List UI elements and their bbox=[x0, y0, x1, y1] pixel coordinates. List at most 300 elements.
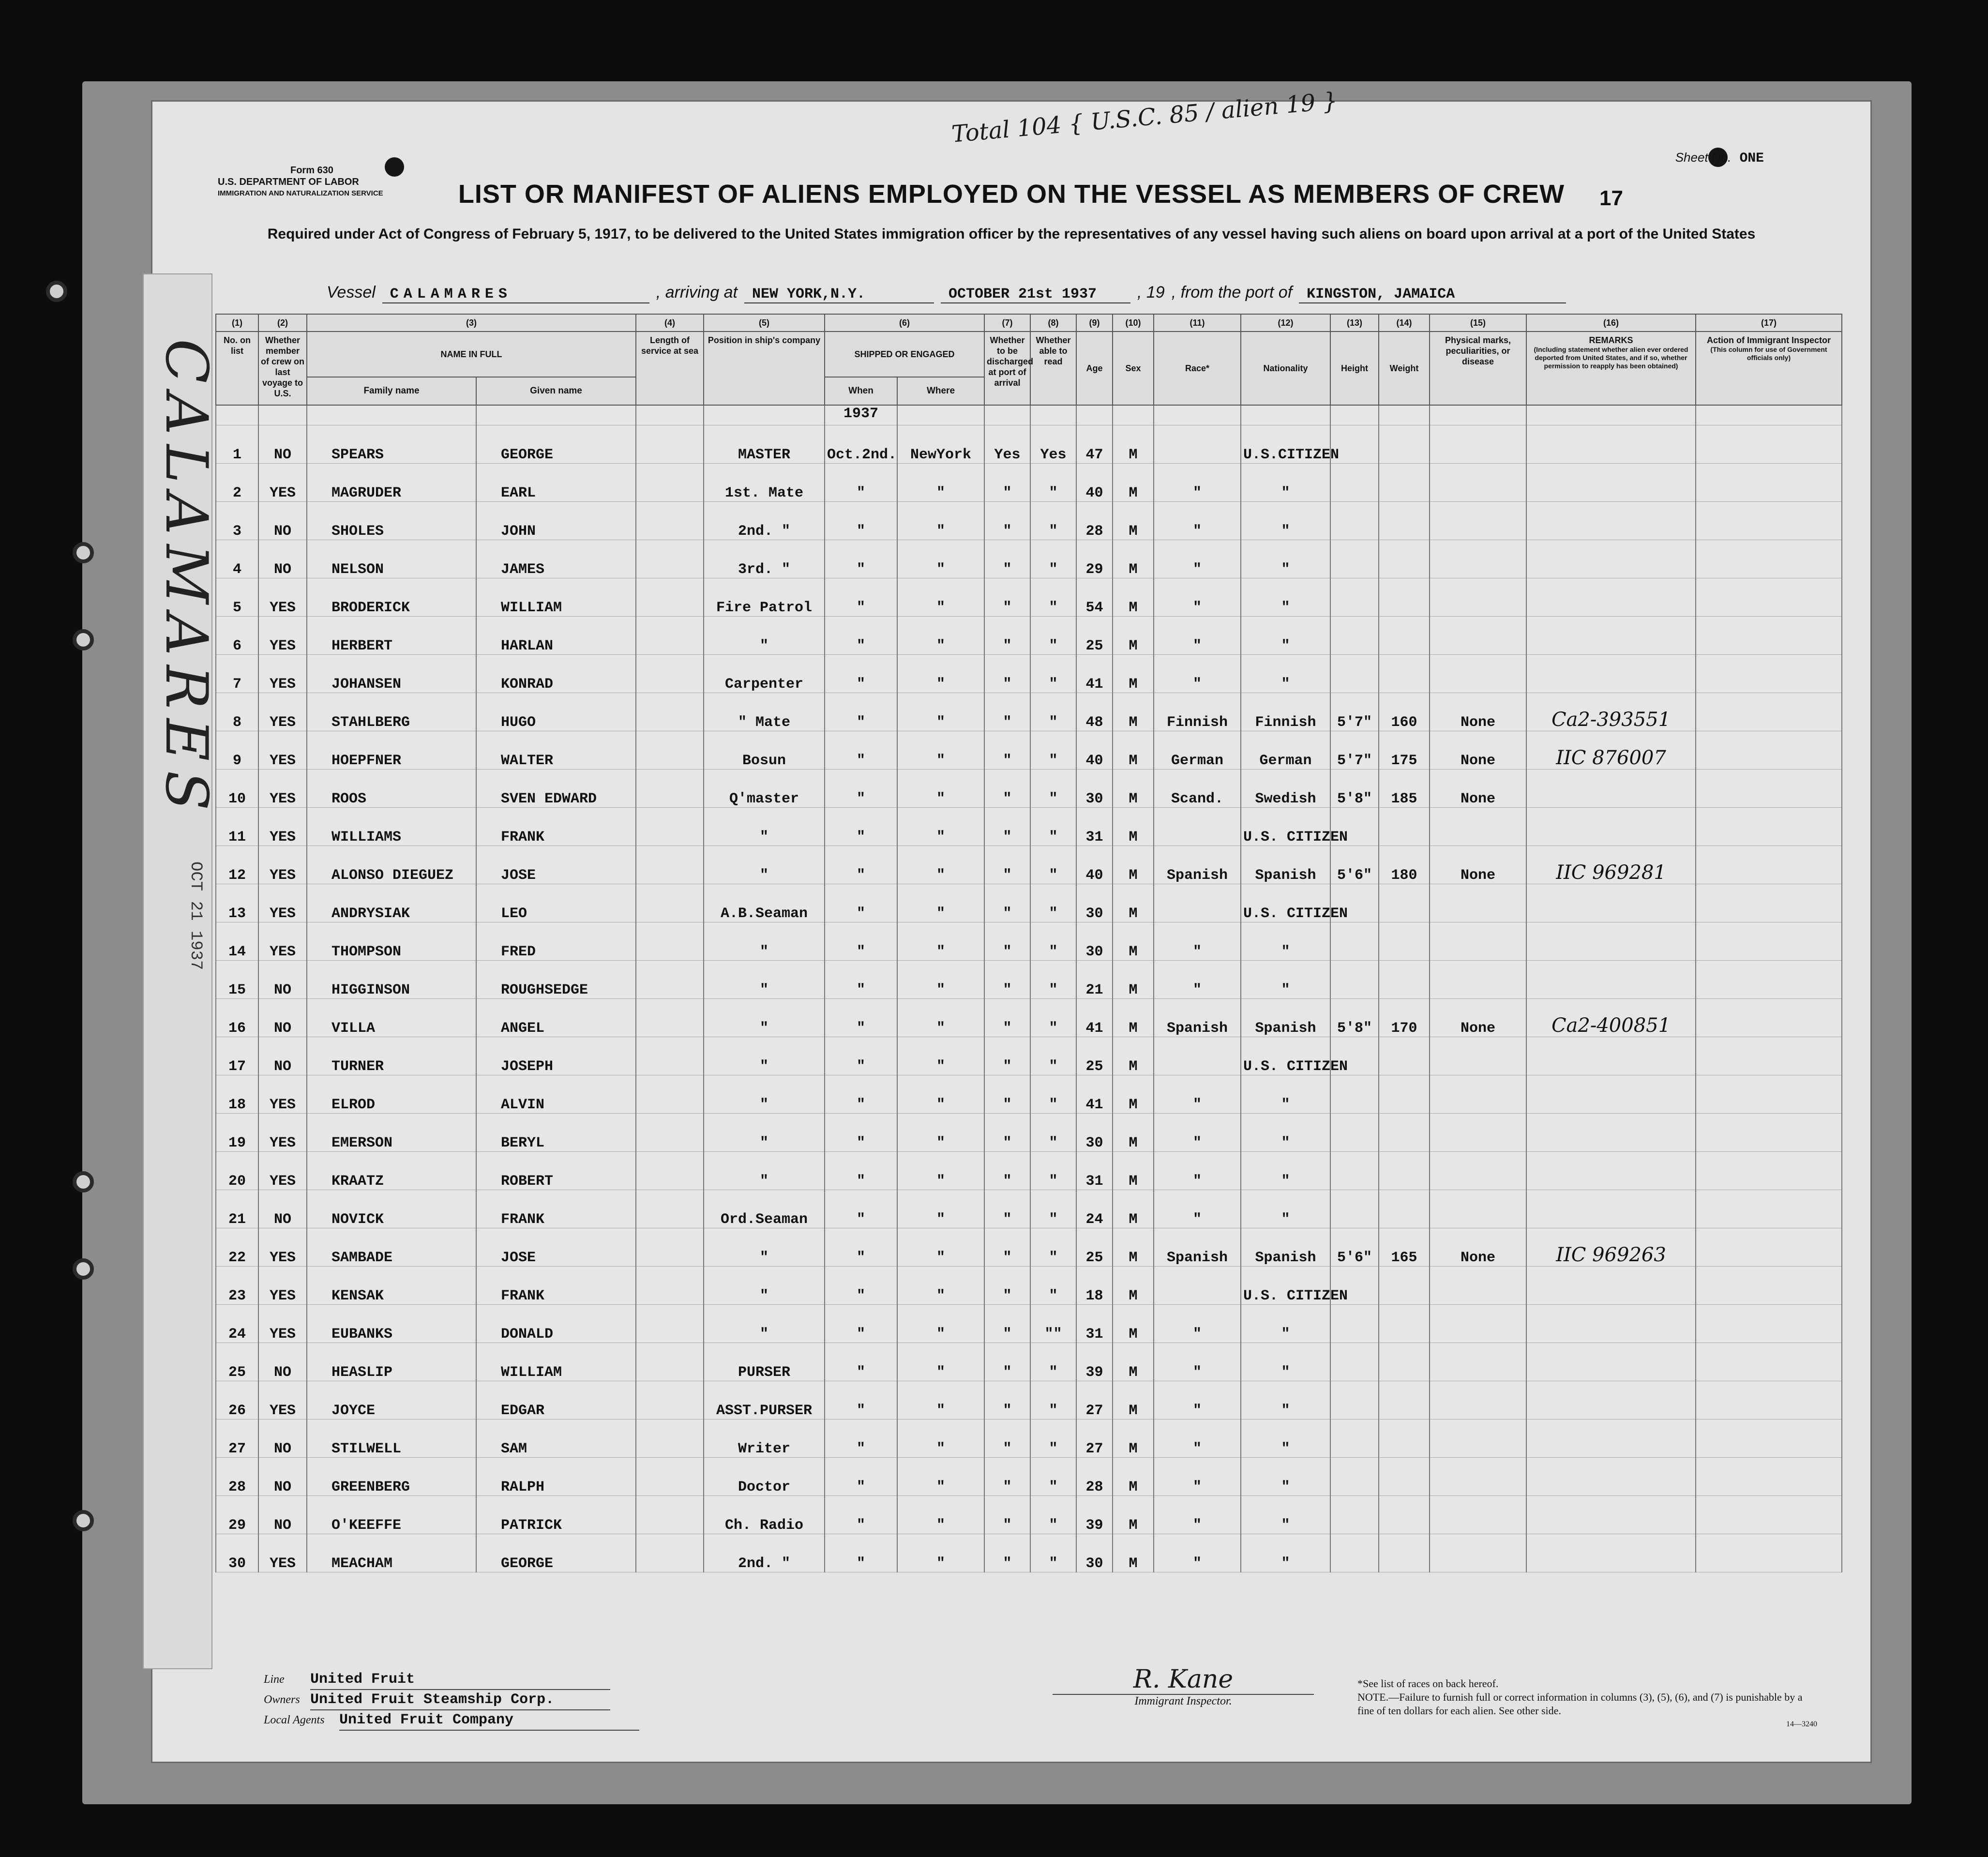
cell-when: " bbox=[825, 770, 897, 808]
cell-read: "" bbox=[1030, 1305, 1076, 1343]
cell-position: Ord.Seaman bbox=[704, 1190, 825, 1228]
cell-given: EARL bbox=[476, 464, 636, 502]
cell-family: EUBANKS bbox=[307, 1305, 476, 1343]
cell-member: YES bbox=[258, 1228, 307, 1267]
cell-discharged: " bbox=[984, 1152, 1030, 1190]
cell-given: DONALD bbox=[476, 1305, 636, 1343]
cell-age: 41 bbox=[1076, 999, 1113, 1037]
cell-length-of-service bbox=[636, 540, 704, 578]
cell-no: 16 bbox=[216, 999, 258, 1037]
cell-when: " bbox=[825, 1190, 897, 1228]
cell-where: " bbox=[897, 1267, 984, 1305]
cell-no: 17 bbox=[216, 1037, 258, 1075]
cell-member: YES bbox=[258, 1114, 307, 1152]
cell-where: " bbox=[897, 1114, 984, 1152]
cell-where: " bbox=[897, 922, 984, 961]
cell-length-of-service bbox=[636, 1458, 704, 1496]
handwritten-total: Total 104 { U.S.C. 85 / alien 19 } bbox=[950, 87, 1339, 148]
cell-age: 24 bbox=[1076, 1190, 1113, 1228]
cell-sex: M bbox=[1113, 922, 1154, 961]
cell-race: " bbox=[1154, 1190, 1241, 1228]
cell-sex: M bbox=[1113, 1152, 1154, 1190]
cell-age: 30 bbox=[1076, 884, 1113, 922]
table-row bbox=[216, 846, 1842, 884]
cell-physical bbox=[1430, 884, 1526, 922]
cell-no: 30 bbox=[216, 1534, 258, 1572]
cell-race: " bbox=[1154, 617, 1241, 655]
cell-discharged: " bbox=[984, 1037, 1030, 1075]
cell-inspector-action bbox=[1696, 540, 1842, 578]
cell-physical bbox=[1430, 1190, 1526, 1228]
cell-when: " bbox=[825, 1458, 897, 1496]
cell-given: SVEN EDWARD bbox=[476, 770, 636, 808]
cell-read: " bbox=[1030, 617, 1076, 655]
table-row bbox=[216, 1228, 1842, 1267]
cell-inspector-action bbox=[1696, 884, 1842, 922]
cell-length-of-service bbox=[636, 1152, 704, 1190]
cell-family: ANDRYSIAK bbox=[307, 884, 476, 922]
cell-inspector-action bbox=[1696, 1152, 1842, 1190]
cell-remarks: IIC 969263 bbox=[1526, 1228, 1696, 1267]
cell-read: " bbox=[1030, 693, 1076, 731]
cell-height: 5'6" bbox=[1330, 1228, 1379, 1267]
cell-sex: M bbox=[1113, 1228, 1154, 1267]
table-row bbox=[216, 578, 1842, 617]
cell-no: 20 bbox=[216, 1152, 258, 1190]
cell-physical: None bbox=[1430, 693, 1526, 731]
cell-weight: 175 bbox=[1379, 731, 1430, 770]
cell-when: " bbox=[825, 999, 897, 1037]
cell-length-of-service bbox=[636, 1190, 704, 1228]
header-given-name: Given name bbox=[476, 377, 636, 405]
cell-sex: M bbox=[1113, 1496, 1154, 1534]
cell-physical bbox=[1430, 1343, 1526, 1381]
cell-nationality: U.S. CITIZEN bbox=[1241, 808, 1330, 846]
cell-length-of-service bbox=[636, 1228, 704, 1267]
cell-age: 25 bbox=[1076, 617, 1113, 655]
cell-given: PATRICK bbox=[476, 1496, 636, 1534]
cell-race: German bbox=[1154, 731, 1241, 770]
header-shipped-or-engaged: SHIPPED OR ENGAGED bbox=[825, 332, 984, 377]
cell-height bbox=[1330, 922, 1379, 961]
cell-inspector-action bbox=[1696, 425, 1842, 464]
inspector-signature-block bbox=[1053, 1665, 1314, 1708]
cell-position: Q'master bbox=[704, 770, 825, 808]
cell-physical bbox=[1430, 1037, 1526, 1075]
cell-age: 30 bbox=[1076, 922, 1113, 961]
cell-given: FRANK bbox=[476, 808, 636, 846]
cell-height bbox=[1330, 464, 1379, 502]
cell-nationality: " bbox=[1241, 655, 1330, 693]
cell-position: " bbox=[704, 1152, 825, 1190]
cell-read: " bbox=[1030, 1458, 1076, 1496]
cell-sex: M bbox=[1113, 578, 1154, 617]
cell-position: 2nd. " bbox=[704, 502, 825, 540]
cell-height bbox=[1330, 1419, 1379, 1458]
header-remarks-title: REMARKS bbox=[1589, 335, 1633, 345]
cell-sex: M bbox=[1113, 999, 1154, 1037]
cell-sex: M bbox=[1113, 1458, 1154, 1496]
binder-hole bbox=[73, 1171, 94, 1193]
cell-discharged: " bbox=[984, 1267, 1030, 1305]
cell-when: " bbox=[825, 1267, 897, 1305]
cell-race: " bbox=[1154, 1381, 1241, 1419]
cell-member: NO bbox=[258, 1037, 307, 1075]
header-family-name: Family name bbox=[307, 377, 476, 405]
cell-when: " bbox=[825, 884, 897, 922]
cell-inspector-action bbox=[1696, 1075, 1842, 1114]
table-row bbox=[216, 1075, 1842, 1114]
cell-sex: M bbox=[1113, 617, 1154, 655]
table-row bbox=[216, 464, 1842, 502]
line-label: Line bbox=[264, 1673, 285, 1686]
cell-where: " bbox=[897, 1419, 984, 1458]
crew-manifest-table bbox=[215, 314, 1842, 1572]
department: U.S. DEPARTMENT OF LABOR bbox=[218, 177, 359, 187]
cell-nationality: " bbox=[1241, 1534, 1330, 1572]
table-row bbox=[216, 770, 1842, 808]
year-label: , 19 bbox=[1137, 283, 1165, 302]
cell-inspector-action bbox=[1696, 1381, 1842, 1419]
cell-physical bbox=[1430, 464, 1526, 502]
cell-sex: M bbox=[1113, 464, 1154, 502]
cell-family: O'KEEFFE bbox=[307, 1496, 476, 1534]
col-6-number: (6) bbox=[825, 314, 984, 332]
cell-member: NO bbox=[258, 1419, 307, 1458]
cell-length-of-service bbox=[636, 578, 704, 617]
header-name-in-full: NAME IN FULL bbox=[307, 332, 636, 377]
cell-height bbox=[1330, 1496, 1379, 1534]
cell-discharged: " bbox=[984, 655, 1030, 693]
cell-length-of-service bbox=[636, 846, 704, 884]
agents-row bbox=[264, 1710, 639, 1731]
cell-age: 47 bbox=[1076, 425, 1113, 464]
table-row bbox=[216, 1152, 1842, 1190]
cell-read: " bbox=[1030, 578, 1076, 617]
cell-when: " bbox=[825, 1496, 897, 1534]
cell-length-of-service bbox=[636, 1419, 704, 1458]
cell-member: NO bbox=[258, 999, 307, 1037]
cell-race: Finnish bbox=[1154, 693, 1241, 731]
cell-given: JOSE bbox=[476, 1228, 636, 1267]
cell-age: 39 bbox=[1076, 1343, 1113, 1381]
inspector-caption: Immigrant Inspector. bbox=[1053, 1694, 1314, 1708]
cell-member: YES bbox=[258, 846, 307, 884]
cell-discharged: " bbox=[984, 1114, 1030, 1152]
cell-family: GREENBERG bbox=[307, 1458, 476, 1496]
binder-hole bbox=[73, 629, 94, 650]
cell-read: " bbox=[1030, 1075, 1076, 1114]
cell-nationality: " bbox=[1241, 502, 1330, 540]
cell-physical bbox=[1430, 1114, 1526, 1152]
cell-when: " bbox=[825, 808, 897, 846]
cell-physical bbox=[1430, 1381, 1526, 1419]
table-row bbox=[216, 1190, 1842, 1228]
cell-nationality: " bbox=[1241, 464, 1330, 502]
cell-where: " bbox=[897, 1190, 984, 1228]
cell-where: " bbox=[897, 1305, 984, 1343]
cell-inspector-action bbox=[1696, 731, 1842, 770]
header-position: Position in ship's company bbox=[704, 332, 825, 405]
table-row bbox=[216, 1534, 1842, 1572]
cell-no: 26 bbox=[216, 1381, 258, 1419]
cell-age: 28 bbox=[1076, 1458, 1113, 1496]
cell-height bbox=[1330, 540, 1379, 578]
table-row bbox=[216, 961, 1842, 999]
cell-length-of-service bbox=[636, 464, 704, 502]
cell-remarks bbox=[1526, 1381, 1696, 1419]
cell-when: " bbox=[825, 617, 897, 655]
table-row bbox=[216, 1037, 1842, 1075]
cell-nationality: " bbox=[1241, 578, 1330, 617]
cell-discharged: " bbox=[984, 731, 1030, 770]
cell-position: ASST.PURSER bbox=[704, 1381, 825, 1419]
cell-family: JOYCE bbox=[307, 1381, 476, 1419]
cell-race: " bbox=[1154, 1114, 1241, 1152]
cell-inspector-action bbox=[1696, 1458, 1842, 1496]
cell-height bbox=[1330, 1343, 1379, 1381]
cell-inspector-action bbox=[1696, 1190, 1842, 1228]
cell-position: 1st. Mate bbox=[704, 464, 825, 502]
cell-weight bbox=[1379, 884, 1430, 922]
cell-inspector-action bbox=[1696, 578, 1842, 617]
cell-position: MASTER bbox=[704, 425, 825, 464]
cell-age: 27 bbox=[1076, 1419, 1113, 1458]
cell-age: 29 bbox=[1076, 540, 1113, 578]
cell-member: YES bbox=[258, 922, 307, 961]
cell-age: 31 bbox=[1076, 1152, 1113, 1190]
cell-inspector-action bbox=[1696, 1496, 1842, 1534]
header-nationality: Nationality bbox=[1241, 332, 1330, 405]
cell-remarks bbox=[1526, 1037, 1696, 1075]
cell-read: " bbox=[1030, 846, 1076, 884]
cell-remarks bbox=[1526, 1534, 1696, 1572]
cell-physical bbox=[1430, 502, 1526, 540]
cell-given: JAMES bbox=[476, 540, 636, 578]
cell-race: " bbox=[1154, 1496, 1241, 1534]
table-row bbox=[216, 1343, 1842, 1381]
cell-remarks bbox=[1526, 1343, 1696, 1381]
cell-read: " bbox=[1030, 1496, 1076, 1534]
binder-hole bbox=[73, 1510, 94, 1531]
cell-discharged: " bbox=[984, 808, 1030, 846]
header-discharged: Whether to be discharged at port of arrival bbox=[984, 332, 1030, 405]
cell-weight bbox=[1379, 961, 1430, 999]
cell-sex: M bbox=[1113, 808, 1154, 846]
cell-weight bbox=[1379, 1381, 1430, 1419]
line-row bbox=[264, 1670, 639, 1690]
cell-discharged: " bbox=[984, 922, 1030, 961]
cell-height: 5'6" bbox=[1330, 846, 1379, 884]
cell-inspector-action bbox=[1696, 502, 1842, 540]
cell-no: 19 bbox=[216, 1114, 258, 1152]
cell-nationality: " bbox=[1241, 1190, 1330, 1228]
cell-nationality: U.S.CITIZEN bbox=[1241, 425, 1330, 464]
col-1-number: (1) bbox=[216, 314, 258, 332]
cell-weight bbox=[1379, 1496, 1430, 1534]
column-number-row bbox=[216, 314, 1842, 332]
from-label: , from the port of bbox=[1171, 283, 1293, 302]
cell-when: " bbox=[825, 540, 897, 578]
col-4-number: (4) bbox=[636, 314, 704, 332]
cell-read: " bbox=[1030, 1228, 1076, 1267]
cell-remarks bbox=[1526, 425, 1696, 464]
cell-race: " bbox=[1154, 1075, 1241, 1114]
cell-weight bbox=[1379, 1419, 1430, 1458]
cell-where: " bbox=[897, 464, 984, 502]
cell-discharged: " bbox=[984, 1534, 1030, 1572]
cell-sex: M bbox=[1113, 961, 1154, 999]
cell-no: 4 bbox=[216, 540, 258, 578]
binder-hole bbox=[46, 281, 67, 302]
cell-when: " bbox=[825, 1343, 897, 1381]
cell-member: YES bbox=[258, 1534, 307, 1572]
cell-family: ROOS bbox=[307, 770, 476, 808]
sheet-number bbox=[1675, 150, 1764, 166]
cell-nationality: " bbox=[1241, 617, 1330, 655]
cell-family: HEASLIP bbox=[307, 1343, 476, 1381]
cell-discharged: " bbox=[984, 1458, 1030, 1496]
cell-discharged: " bbox=[984, 961, 1030, 999]
cell-member: YES bbox=[258, 1075, 307, 1114]
cell-race: " bbox=[1154, 578, 1241, 617]
cell-height bbox=[1330, 578, 1379, 617]
cell-length-of-service bbox=[636, 502, 704, 540]
table-row bbox=[216, 1267, 1842, 1305]
header-no-on-list: No. on list bbox=[216, 332, 258, 405]
cell-where: " bbox=[897, 578, 984, 617]
cell-given: LEO bbox=[476, 884, 636, 922]
cell-physical bbox=[1430, 808, 1526, 846]
cell-sex: M bbox=[1113, 1419, 1154, 1458]
cell-given: KONRAD bbox=[476, 655, 636, 693]
cell-position: Carpenter bbox=[704, 655, 825, 693]
cell-age: 40 bbox=[1076, 846, 1113, 884]
cell-nationality: " bbox=[1241, 1114, 1330, 1152]
cell-race: " bbox=[1154, 1305, 1241, 1343]
cell-inspector-action bbox=[1696, 655, 1842, 693]
page-number: 17 bbox=[1599, 186, 1623, 210]
cell-given: FRANK bbox=[476, 1190, 636, 1228]
cell-race: " bbox=[1154, 1152, 1241, 1190]
cell-height bbox=[1330, 617, 1379, 655]
side-strip-vessel: CALAMARES bbox=[152, 339, 220, 820]
cell-weight bbox=[1379, 808, 1430, 846]
cell-inspector-action bbox=[1696, 1267, 1842, 1305]
cell-when: " bbox=[825, 922, 897, 961]
cell-age: 31 bbox=[1076, 1305, 1113, 1343]
column-title-row bbox=[216, 332, 1842, 377]
cell-read: " bbox=[1030, 961, 1076, 999]
cell-sex: M bbox=[1113, 502, 1154, 540]
cell-race: " bbox=[1154, 922, 1241, 961]
binder-hole bbox=[73, 1258, 94, 1280]
cell-where: " bbox=[897, 1343, 984, 1381]
cell-no: 7 bbox=[216, 655, 258, 693]
cell-family: NELSON bbox=[307, 540, 476, 578]
cell-race: " bbox=[1154, 961, 1241, 999]
cell-no: 25 bbox=[216, 1343, 258, 1381]
cell-weight bbox=[1379, 1075, 1430, 1114]
cell-weight bbox=[1379, 464, 1430, 502]
cell-inspector-action bbox=[1696, 617, 1842, 655]
col-2-number: (2) bbox=[258, 314, 307, 332]
cell-position: PURSER bbox=[704, 1343, 825, 1381]
cell-position: Bosun bbox=[704, 731, 825, 770]
cell-member: YES bbox=[258, 1381, 307, 1419]
cell-weight bbox=[1379, 540, 1430, 578]
cell-position: " bbox=[704, 617, 825, 655]
cell-family: HERBERT bbox=[307, 617, 476, 655]
cell-physical bbox=[1430, 1496, 1526, 1534]
cell-no: 6 bbox=[216, 617, 258, 655]
cell-discharged: " bbox=[984, 1228, 1030, 1267]
table-row bbox=[216, 425, 1842, 464]
cell-weight bbox=[1379, 1305, 1430, 1343]
cell-race: " bbox=[1154, 464, 1241, 502]
cell-age: 25 bbox=[1076, 1037, 1113, 1075]
cell-position: Fire Patrol bbox=[704, 578, 825, 617]
cell-weight bbox=[1379, 1190, 1430, 1228]
cell-family: WILLIAMS bbox=[307, 808, 476, 846]
table-row bbox=[216, 1496, 1842, 1534]
cell-given: HARLAN bbox=[476, 617, 636, 655]
col-14-number: (14) bbox=[1379, 314, 1430, 332]
cell-nationality: " bbox=[1241, 1419, 1330, 1458]
cell-inspector-action bbox=[1696, 1305, 1842, 1343]
cell-length-of-service bbox=[636, 884, 704, 922]
cell-height bbox=[1330, 1114, 1379, 1152]
cell-when: " bbox=[825, 578, 897, 617]
cell-remarks: IIC 969281 bbox=[1526, 846, 1696, 884]
table-row bbox=[216, 540, 1842, 578]
cell-no: 14 bbox=[216, 922, 258, 961]
cell-no: 9 bbox=[216, 731, 258, 770]
cell-physical bbox=[1430, 540, 1526, 578]
origin-port: KINGSTON, JAMAICA bbox=[1299, 286, 1566, 303]
cell-length-of-service bbox=[636, 922, 704, 961]
cell-where: NewYork bbox=[897, 425, 984, 464]
cell-height bbox=[1330, 1534, 1379, 1572]
cell-length-of-service bbox=[636, 1305, 704, 1343]
cell-when: " bbox=[825, 1075, 897, 1114]
table-row bbox=[216, 808, 1842, 846]
table-row bbox=[216, 999, 1842, 1037]
cell-race: " bbox=[1154, 1458, 1241, 1496]
cell-position: " bbox=[704, 999, 825, 1037]
cell-position: Writer bbox=[704, 1419, 825, 1458]
cell-age: 31 bbox=[1076, 808, 1113, 846]
cell-where: " bbox=[897, 1458, 984, 1496]
cell-age: 27 bbox=[1076, 1381, 1113, 1419]
cell-physical: None bbox=[1430, 999, 1526, 1037]
cell-length-of-service bbox=[636, 617, 704, 655]
cell-given: GEORGE bbox=[476, 1534, 636, 1572]
cell-position: " bbox=[704, 961, 825, 999]
table-row bbox=[216, 693, 1842, 731]
cell-race: " bbox=[1154, 1419, 1241, 1458]
cell-race: Spanish bbox=[1154, 999, 1241, 1037]
cell-where: " bbox=[897, 1075, 984, 1114]
cell-position: Doctor bbox=[704, 1458, 825, 1496]
cell-read: " bbox=[1030, 1343, 1076, 1381]
cell-race bbox=[1154, 1267, 1241, 1305]
cell-remarks bbox=[1526, 1075, 1696, 1114]
col-3-number: (3) bbox=[307, 314, 636, 332]
col-15-number: (15) bbox=[1430, 314, 1526, 332]
cell-nationality: Spanish bbox=[1241, 999, 1330, 1037]
header-physical-marks: Physical marks, peculiarities, or disease bbox=[1430, 332, 1526, 405]
